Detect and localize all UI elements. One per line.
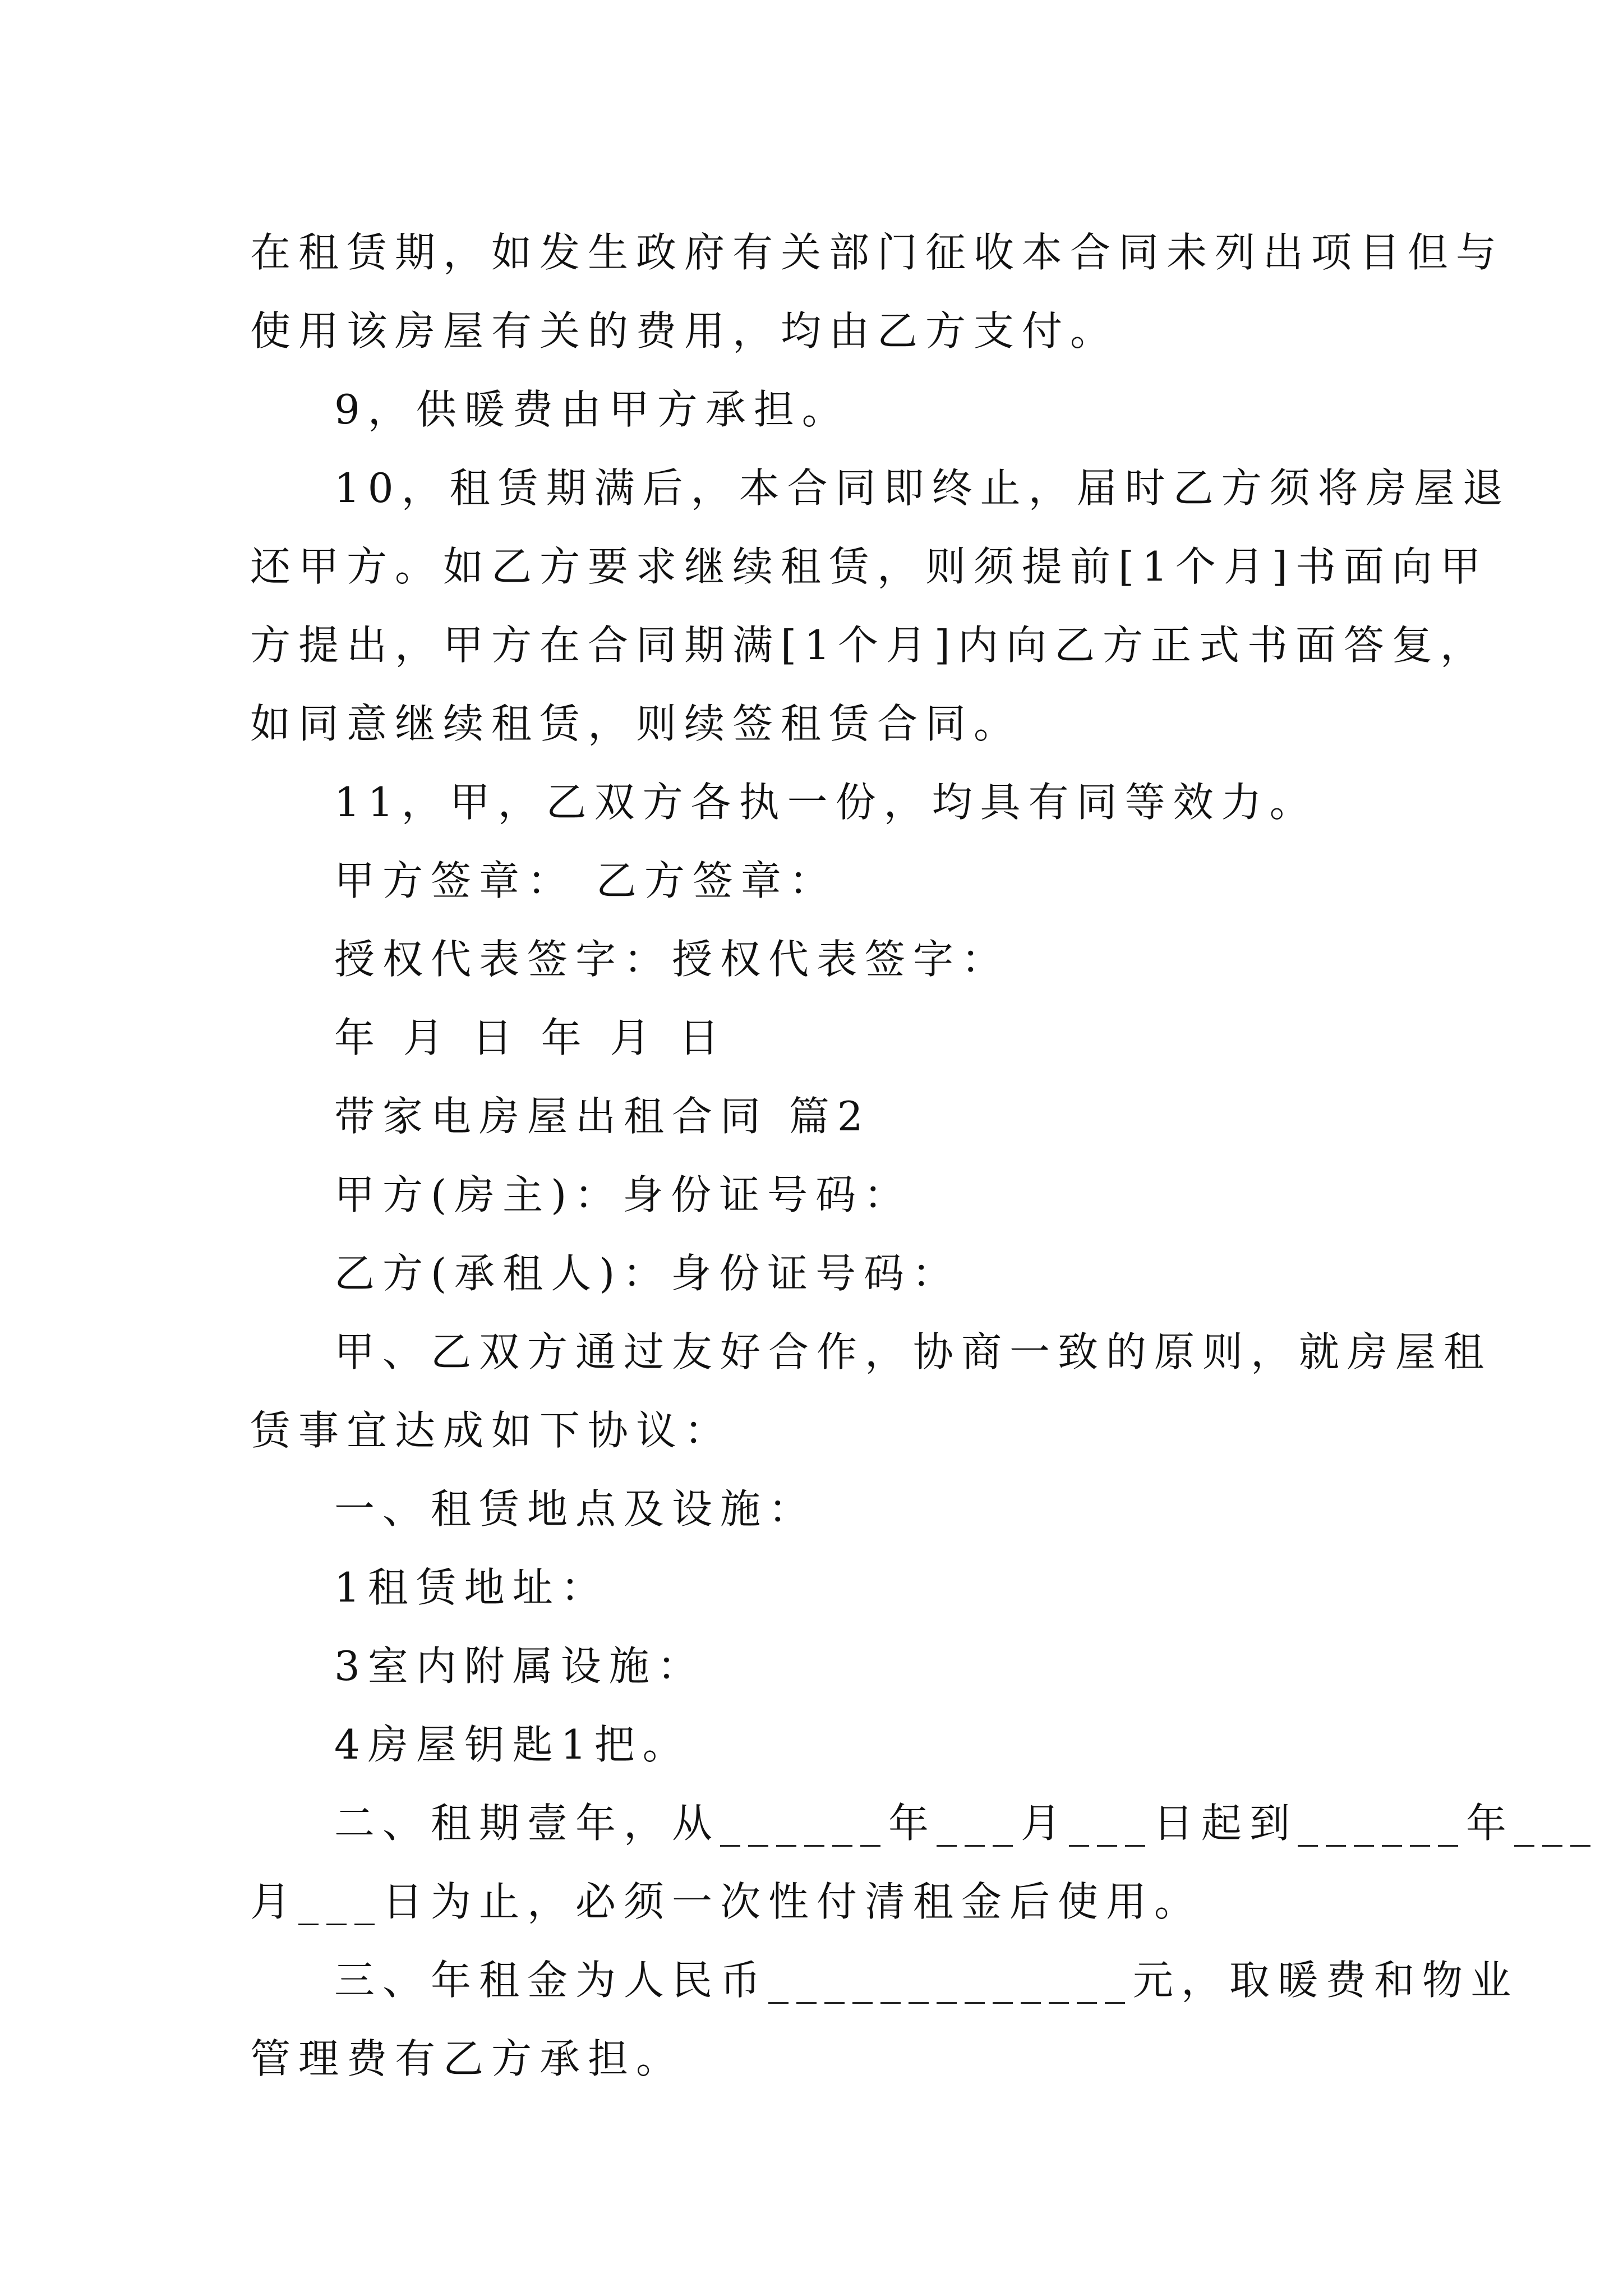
clause-10: 10，租赁期满后，本合同即终止，届时乙方须将房屋退	[334, 464, 1511, 512]
signature-line: 甲方签章： 乙方签章：	[334, 857, 837, 904]
body-line: 赁事宜达成如下协议：	[250, 1407, 733, 1454]
list-item: 4房屋钥匙1把。	[334, 1721, 691, 1768]
authorized-signature-line: 授权代表签字：授权代表签字：	[334, 936, 1010, 983]
section-one: 一、租赁地点及设施：	[334, 1485, 817, 1533]
list-item: 3室内附属设施：	[334, 1642, 706, 1690]
section-two: 二、租期壹年，从______年___月___日起到______年___	[334, 1800, 1599, 1847]
agreement-intro: 甲、乙双方通过友好合作，协商一致的原则，就房屋租	[334, 1328, 1492, 1375]
body-line: 使用该房屋有关的费用，均由乙方支付。	[250, 307, 1119, 355]
body-line: 月___日为止，必须一次性付清租金后使用。	[250, 1878, 1203, 1925]
clause-11: 11，甲，乙双方各执一份，均具有同等效力。	[334, 779, 1318, 826]
clause-9: 9，供暖费由甲方承担。	[334, 386, 850, 433]
body-line: 如同意继续租赁，则续签租赁合同。	[250, 700, 1022, 747]
document-page	[250, 213, 1599, 2098]
party-a-line: 甲方(房主)：身份证号码：	[334, 1171, 912, 1218]
body-line: 管理费有乙方承担。	[250, 2035, 685, 2082]
body-line: 在租赁期，如发生政府有关部门征收本合同未列出项目但与	[250, 229, 1505, 276]
date-line: 年 月 日 年 月 日	[334, 1014, 727, 1061]
list-item: 1租赁地址：	[334, 1564, 609, 1611]
party-b-line: 乙方(承租人)：身份证号码：	[334, 1250, 961, 1297]
section-title: 带家电房屋出租合同 篇2	[334, 1093, 871, 1140]
section-three: 三、年租金为人民币_____________元，取暖费和物业	[334, 1957, 1519, 2004]
body-line: 还甲方。如乙方要求继续租赁，则须提前[1个月]书面向甲	[250, 543, 1488, 590]
body-line: 方提出，甲方在合同期满[1个月]内向乙方正式书面答复，	[250, 622, 1488, 669]
